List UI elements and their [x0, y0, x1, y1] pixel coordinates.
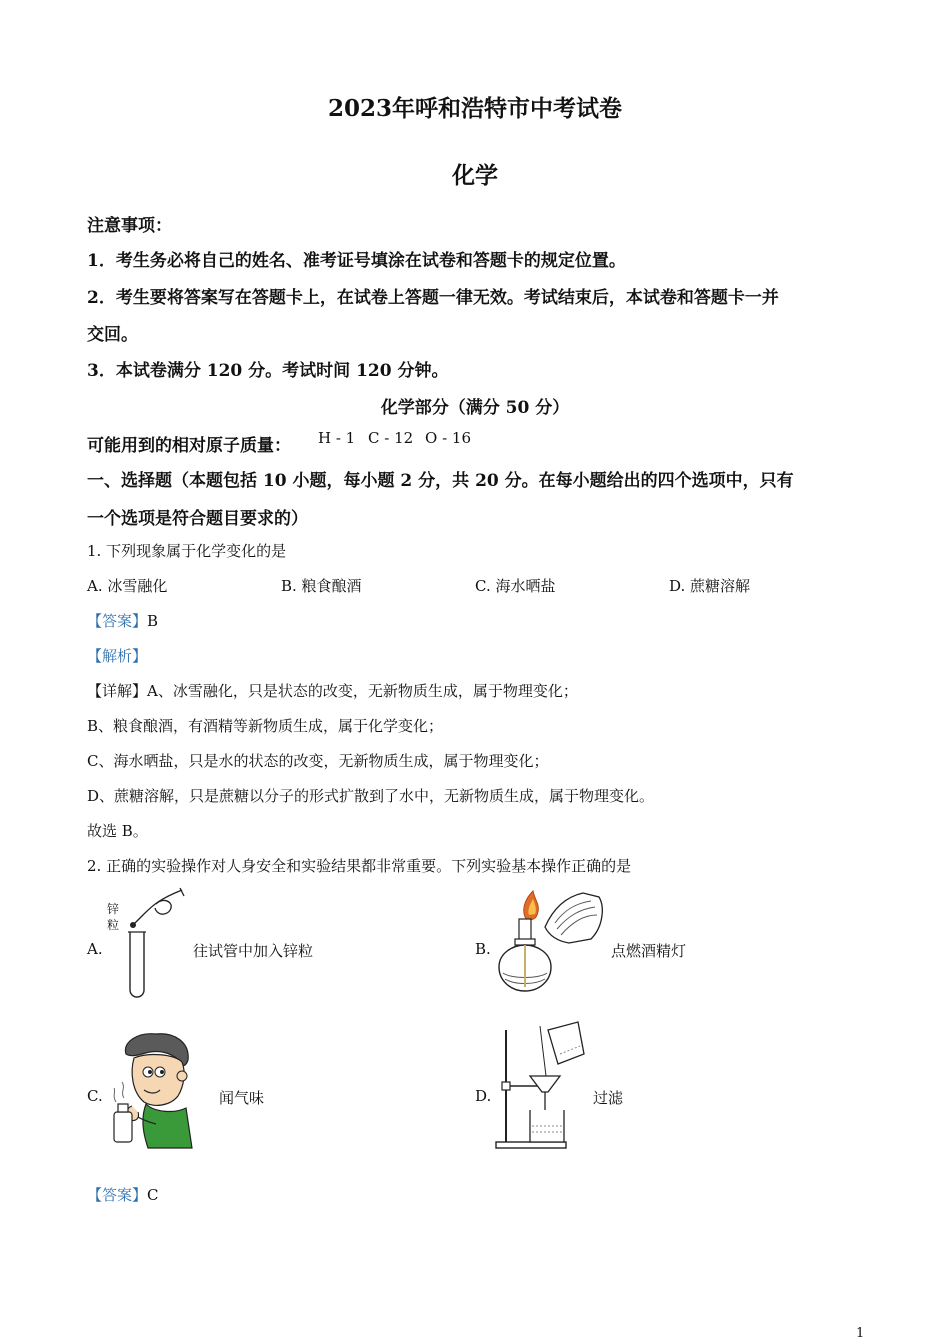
- q2-option-b-letter: B.: [475, 940, 491, 958]
- q1-conclusion: 故选 B。: [87, 822, 148, 840]
- q2-option-a-letter: A.: [87, 940, 103, 958]
- zinc-test-tube-illustration: [120, 886, 190, 1001]
- q1-detail-d: D、蔗糖溶解，只是蔗糖以分子的形式扩散到了水中，无新物质生成，属于物理变化。: [87, 787, 655, 805]
- q2-answer-tag: 【答案】: [87, 1186, 148, 1204]
- notice-item-2-line-2: 交回。: [87, 325, 138, 345]
- q1-option-a: A. 冰雪融化: [87, 577, 168, 595]
- smelling-boy-illustration: [104, 1032, 196, 1152]
- atomic-mass-c: C - 12: [368, 429, 414, 447]
- q2-option-c-letter: C.: [87, 1087, 103, 1105]
- part1-instructions-line-1: 一、选择题（本题包括 10 小题，每小题 2 分，共 20 分。在每小题给出的四个选项中，只有: [87, 471, 794, 491]
- q1-answer-value: B: [147, 612, 159, 630]
- page-number: 1: [856, 1326, 865, 1341]
- q2-stem: 2. 正确的实验操作对人身安全和实验结果都非常重要。下列实验基本操作正确的是: [87, 857, 632, 875]
- zinc-label-2: 粒: [107, 918, 120, 932]
- q1-detail-b: B、粮食酿酒，有酒精等新物质生成，属于化学变化；: [87, 717, 444, 735]
- q1-stem: 1. 下列现象属于化学变化的是: [87, 542, 287, 560]
- alcohol-lamp-illustration: [495, 887, 607, 1002]
- filtration-setup-illustration: [494, 1020, 590, 1152]
- notice-heading: 注意事项：: [87, 216, 172, 236]
- q1-option-d: D. 蔗糖溶解: [669, 577, 751, 595]
- notice-item-3: 3．本试卷满分 120 分。考试时间 120 分钟。: [87, 361, 449, 381]
- notice-item-2-line-1: 2．考生要将答案写在答题卡上，在试卷上答题一律无效。考试结束后，本试卷和答题卡一并: [87, 288, 779, 308]
- notice-item-1: 1．考生务必将自己的姓名、准考证号填涂在试卷和答题卡的规定位置。: [87, 251, 626, 271]
- q2-option-d-letter: D.: [475, 1087, 492, 1105]
- part1-instructions-line-2: 一个选项是符合题目要求的）: [87, 509, 308, 529]
- q1-detail-line-1: [87, 680, 578, 701]
- exam-title: 2023年呼和浩特市中考试卷: [327, 95, 622, 122]
- zinc-label-1: 锌: [107, 902, 120, 916]
- q2-option-c-caption: 闻气味: [219, 1089, 265, 1107]
- q1-analysis-tag: 【解析】: [87, 647, 148, 665]
- atomic-mass-label: 可能用到的相对原子质量：: [87, 436, 291, 456]
- q2-answer-line: [87, 1184, 159, 1205]
- q2-option-d-caption: 过滤: [593, 1089, 624, 1107]
- q1-answer-tag: 【答案】: [87, 612, 148, 630]
- q2-answer-value: C: [147, 1186, 159, 1204]
- q2-option-a-caption: 往试管中加入锌粒: [193, 942, 314, 960]
- atomic-mass-h: H - 1: [318, 429, 356, 447]
- q1-option-b: B. 粮食酿酒: [281, 577, 362, 595]
- q1-detail-c: C、海水晒盐，只是水的状态的改变，无新物质生成，属于物理变化；: [87, 752, 549, 770]
- subject-title: 化学: [452, 162, 498, 189]
- q1-detail-tag: 【详解】: [87, 682, 148, 700]
- atomic-mass-o: O - 16: [425, 429, 471, 447]
- q1-detail-a: A、冰雪融化，只是状态的改变，无新物质生成，属于物理变化；: [147, 682, 578, 700]
- q2-option-b-caption: 点燃酒精灯: [611, 942, 687, 960]
- q1-option-c: C. 海水晒盐: [475, 577, 556, 595]
- q1-answer-line: [87, 610, 158, 631]
- section-title: 化学部分（满分 50 分）: [380, 398, 570, 418]
